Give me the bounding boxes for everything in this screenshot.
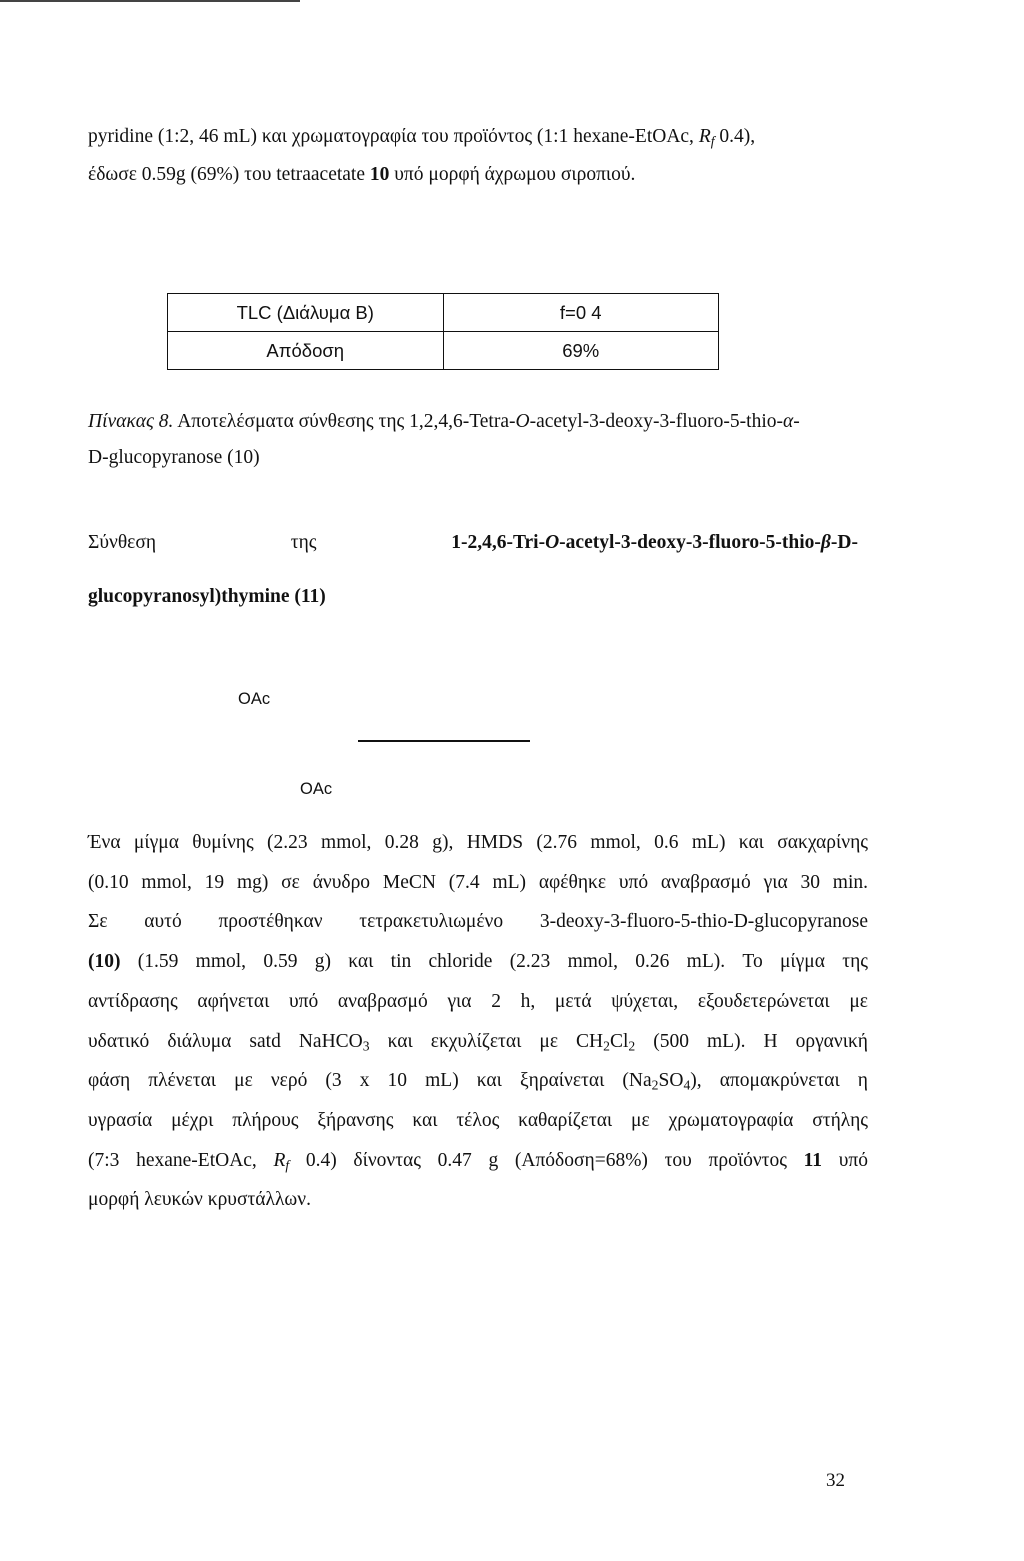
intro-line-1: pyridine (1:2, 46 mL) και χρωματογραφία του προϊόντος (1:1 hexane-EtOAc, $R_f$ 0.4), <box>88 126 756 149</box>
table-cell-value: f=0 4 <box>443 294 719 332</box>
structure-bond-line <box>358 740 530 742</box>
table-row <box>168 294 719 332</box>
intro-line-2: έδωσε 0.59g (69%) του tetraacetate 10 υπό μορφή άχρωμου σιροπιού. <box>88 164 636 185</box>
table-row <box>168 332 719 370</box>
procedure-paragraph: Ένα μίγμα θυμίνης (2.23 mmol, 0.28 g), HMDS (2.76 mmol, 0.6 mL) και σακχαρίνης (0.10 mmol, 19 mg) σε άνυδρο MeCN (7.4 mL) αφέθηκε υπό αναβρασμό για 30 min. Σε αυτό προστέθηκαν τετρακετυλιωμένο 3-deoxy-3-fluoro-5-thio-D-glucopyranose (10) (1.59 mmol, 0.59 g) και tin chloride (2.23 mmol, 0.26 mL). Το μίγμα της αντίδρασης αφήνεται υπό αναβρασμό για 2 h, μετά ψύχεται, εξουδετερώνεται με υδατικό διάλυμα satd NaHCO$_3$ και εκχυλίζεται με $CH_2Cl_2$ (500 mL). Η οργανική φάση πλένεται με νερό (3 x 10 mL) και ξηραίνεται $(Na_2SO_4)$, απομακρύνεται η υγρασία μέχρι πλήρους ξήρανσης και τέλος καθαρίζεται με χρωματογραφία στήλης (7:3 hexane-EtOAc, $R_f$ 0.4) δίνοντας 0.47 g (Απόδοση=68%) του προϊόντος 11 υπό μορφή λευκών κρυστάλλων. <box>88 832 868 1211</box>
table-cell-label: TLC (Διάλυμα B) <box>168 294 444 332</box>
table-cell-value: 69% <box>443 332 719 370</box>
structure-label-oac: OAc <box>300 780 333 798</box>
intro-paragraph <box>88 118 868 194</box>
table-caption: Πίνακας 8. Αποτελέσματα σύνθεσης της 1,2,4,6-Tetra-O-acetyl-3-deoxy-3-fluoro-5-thio-α- D-glucopyranose (10) <box>88 411 800 468</box>
table-cell-label: Απόδοση <box>168 332 444 370</box>
top-rule <box>0 0 300 2</box>
page-number: 32 <box>826 1470 845 1491</box>
synthesis-heading: Σύνθεση της 1-2,4,6-Tri-O-acetyl-3-deoxy-3-fluoro-5-thio-β-D- glucopyranosyl)thymine (11) <box>88 532 858 607</box>
results-table <box>167 293 719 370</box>
structure-label-oac: OAc <box>238 690 271 708</box>
